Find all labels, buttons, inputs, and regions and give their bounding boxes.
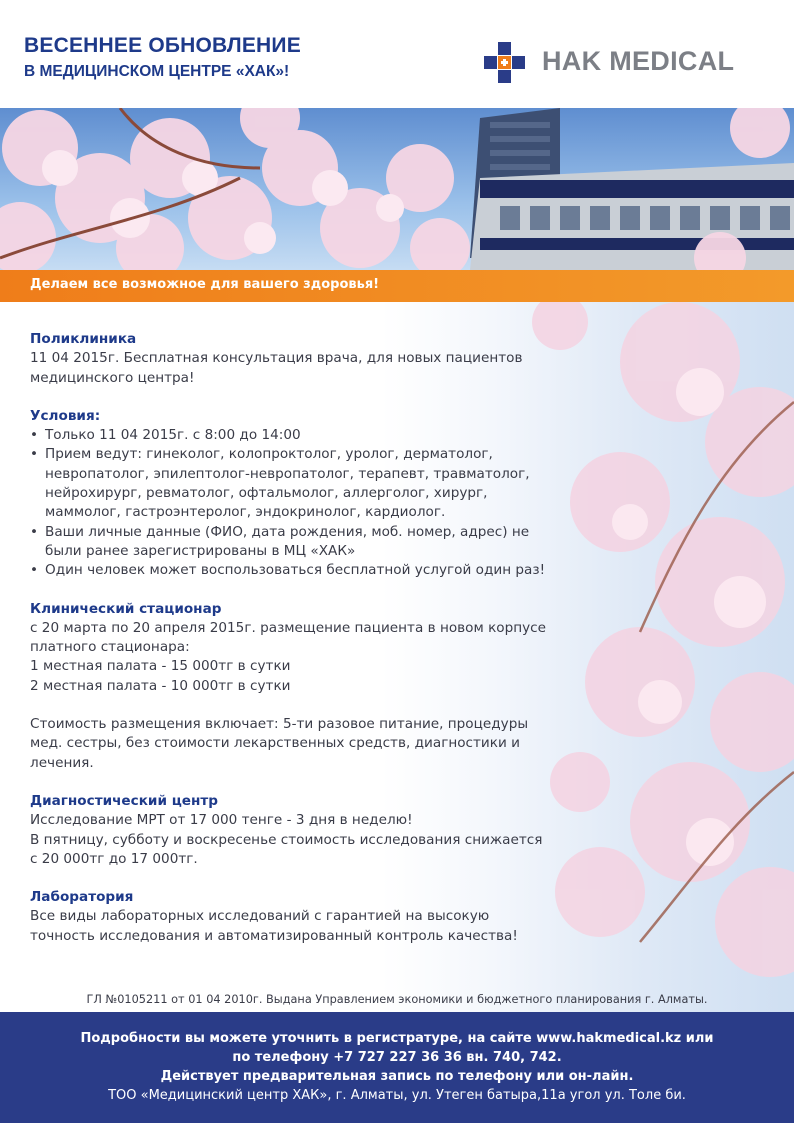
list-item-text: Только 11 04 2015г. с 8:00 до 14:00 [45, 427, 301, 444]
polyclinic-text-line: медицинского центра! [30, 369, 195, 386]
diagnostic-text-line: В пятницу, субботу и воскресенье стоимость исследования снижается [30, 831, 543, 848]
footer-phone-line: по телефону +7 727 227 36 36 вн. 740, 742. [232, 1050, 562, 1065]
main-content [30, 330, 630, 946]
slogan-banner [0, 270, 794, 302]
footer [0, 1012, 794, 1123]
hospital-text-line: платного стационара: [30, 639, 190, 656]
slogan-text: Делаем все возможное для вашего здоровья! [30, 277, 380, 292]
list-item [30, 523, 630, 562]
header [0, 0, 794, 108]
hospital-text-line: 1 местная палата - 15 000тг в сутки [30, 658, 291, 675]
list-item [30, 426, 630, 445]
hospital-text-line: Стоимость размещения включает: 5-ти разовое питание, процедуры [30, 716, 529, 733]
diagnostic-text-line: Исследование МРТ от 17 000 тенге - 3 дня в неделю! [30, 812, 413, 829]
building-and-blossom-illustration [0, 108, 794, 270]
footer-booking-line: Действует предварительная запись по телефону или он-лайн. [160, 1069, 634, 1084]
list-item-text: невропатолог, эпилептолог-невропатолог, терапевт, травматолог, [45, 465, 530, 482]
logo-text: HAK MEDICAL [542, 46, 735, 76]
hero-image [0, 108, 794, 270]
list-item-text: • Ваши личные данные (ФИО, дата рождения, моб. номер, адрес) не [45, 523, 530, 540]
conditions-list [30, 426, 630, 580]
list-item-text: нейрохирург, ревматолог, офтальмолог, аллерголог, хирург, [45, 485, 488, 502]
hak-medical-logo [484, 42, 774, 84]
polyclinic-text-line: 11 04 2015г. Бесплатная консультация врача, для новых пациентов [30, 350, 523, 367]
hospital-text-line: 2 местная палата - 10 000тг в сутки [30, 677, 291, 694]
page-subtitle: В МЕДИЦИНСКОМ ЦЕНТРЕ «ХАК»! [24, 63, 290, 80]
section-heading-lab: Лаборатория [30, 889, 134, 906]
section-heading-conditions: Условия: [30, 407, 101, 424]
hospital-text-line: лечения. [30, 754, 94, 771]
lab-text-line: точность исследования и автоматизированный контроль качества! [30, 927, 518, 944]
section-heading-diagnostic: Диагностический центр [30, 792, 219, 809]
section-heading-hospital: Клинический стационар [30, 600, 222, 617]
list-item [30, 445, 630, 522]
diagnostic-text-line: с 20 000тг до 17 000тг. [30, 850, 198, 867]
lab-text-line: Все виды лабораторных исследований с гарантией на высокую [30, 908, 490, 925]
list-item-text: • Прием ведут: гинеколог, колопроктолог, уролог, дерматолог, [45, 446, 493, 463]
section-heading-polyclinic: Поликлиника [30, 331, 137, 347]
footer-contact-line: Подробности вы можете уточнить в регистратуре, на сайте www.hakmedical.kz или [80, 1031, 714, 1046]
list-item [30, 561, 630, 580]
hospital-text-line: мед. сестры, без стоимости лекарственных средств, диагностики и [30, 735, 520, 752]
hospital-text-line: с 20 марта по 20 апреля 2015г. размещение пациента в новом корпусе [30, 619, 546, 636]
footer-address-line: ТОО «Медицинский центр ХАК», г. Алматы, ул. Утеген батыра,11а угол ул. Толе би. [108, 1088, 686, 1103]
list-item-text: маммолог, гастроэнтеролог, эндокринолог, кардиолог. [45, 504, 446, 521]
medical-cross-icon [484, 42, 534, 84]
list-item-text: были ранее зарегистрированы в МЦ «ХАК» [45, 542, 356, 559]
license-note: ГЛ №0105211 от 01 04 2010г. Выдана Управлением экономики и бюджетного планирования г. Алматы. [86, 993, 708, 1006]
list-item-text: Один человек может воспользоваться бесплатной услугой один раз! [45, 562, 546, 579]
page-title: ВЕСЕННЕЕ ОБНОВЛЕНИЕ [24, 34, 301, 57]
